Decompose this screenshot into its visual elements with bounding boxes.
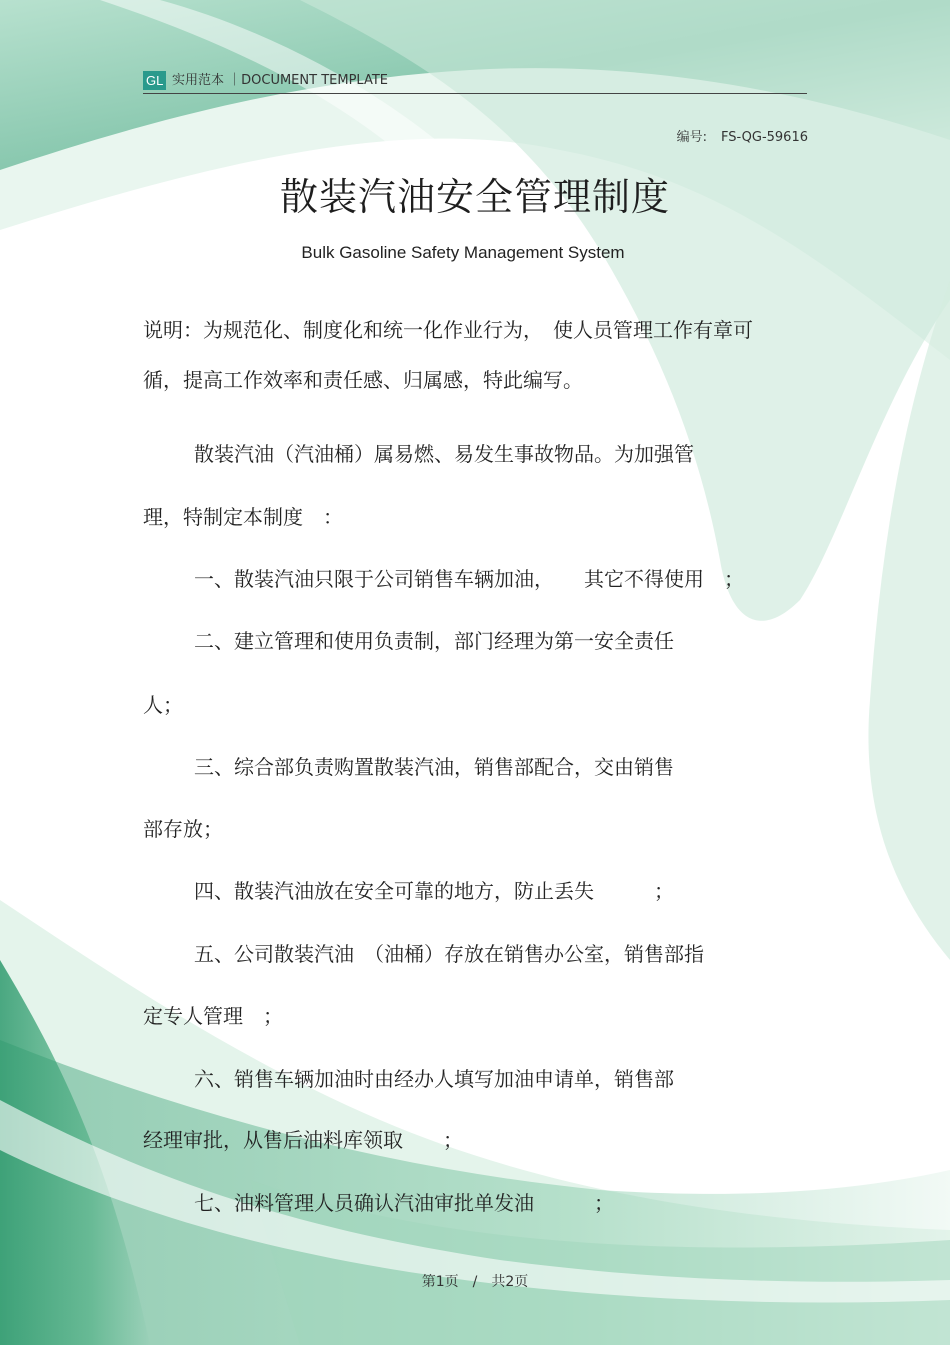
rule-item-3-line-2: 部存放； [143,817,223,841]
rule-item-2-line-2: 人； [143,693,183,717]
header-template-label: 实用范本 ｜DOCUMENT TEMPLATE [172,73,388,88]
document-number-value: FS-QG-59616 [720,130,808,145]
rule-item-5-line-1: 五、公司散装汽油 （油桶）存放在销售办公室，销售部指 [194,942,704,966]
header-badge: GL [143,71,166,90]
page-subtitle: Bulk Gasoline Safety Management System [301,243,625,262]
description-line-2: 循，提高工作效率和责任感、归属感，特此编写。 [143,368,583,392]
rule-item-5-line-2: 定专人管理 ； [143,1004,283,1028]
rule-item-2-line-1: 二、建立管理和使用负责制，部门经理为第一安全责任 [194,629,674,653]
rule-item-4: 四、散装汽油放在安全可靠的地方，防止丢失 ； [194,879,674,903]
page-title: 散装汽油安全管理制度 [279,175,670,219]
document-number [677,126,808,145]
rule-item-3-line-1: 三、综合部负责购置散装汽油，销售部配合，交由销售 [194,755,674,779]
intro-line-2: 理，特制定本制度 ： [143,505,343,529]
rule-item-6-line-1: 六、销售车辆加油时由经办人填写加油申请单，销售部 [194,1067,674,1091]
page-footer: 第1页 / 共2页 [421,1274,529,1290]
rule-item-7: 七、油料管理人员确认汽油审批单发油 ； [194,1191,614,1215]
rule-item-1: 一、散装汽油只限于公司销售车辆加油， 其它不得使用 ； [194,567,744,591]
description-line-1: 说明：为规范化、制度化和统一化作业行为， 使人员管理工作有章可 [143,318,753,342]
document-number-label: 编号: [676,130,707,145]
intro-line-1: 散装汽油（汽油桶）属易燃、易发生事故物品。为加强管 [194,442,694,466]
header-divider [143,93,807,94]
rule-item-6-line-2: 经理审批，从售后油料库领取 ； [143,1128,463,1152]
